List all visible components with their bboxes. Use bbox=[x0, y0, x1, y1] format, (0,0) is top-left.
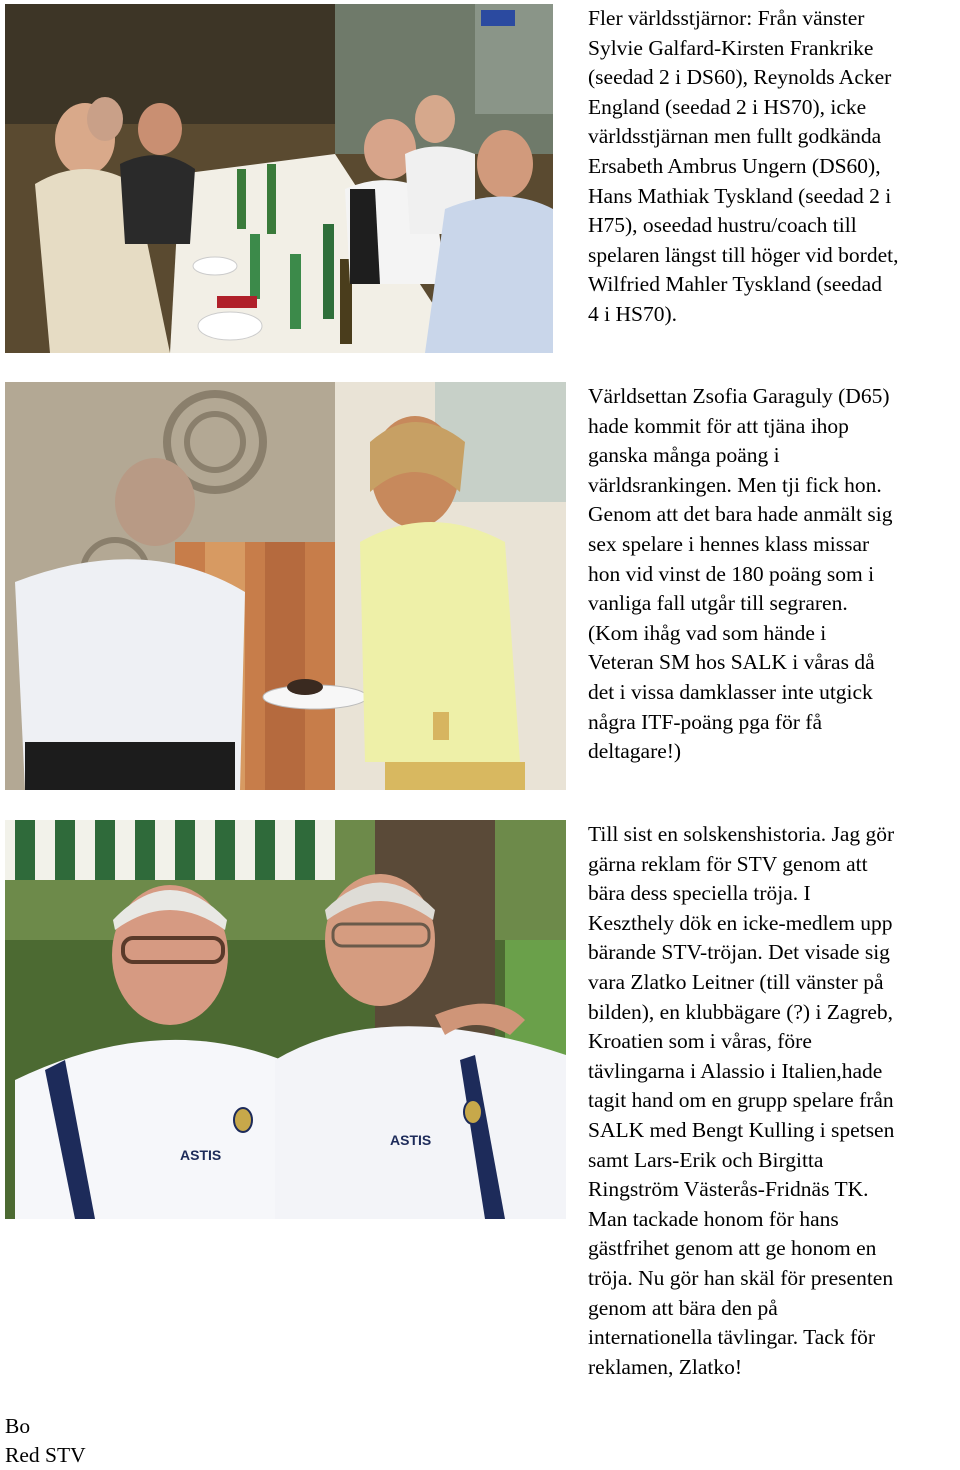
caption-buffet-photo: Världsettan Zsofia Garaguly (D65) hade kommit för att tjäna ihop ganska många poäng i världsrankingen. Men tji fick hon. Genom att det bara hade anmält sig sex spelare i hennes klass missar hon vid vinst de 180 poäng som i vanliga fall utgår till segraren. (Kom ihåg vad som hände i Veteran SM hos SALK i våras då det i vissa damklasser inte utgick några ITF-poäng pga för få deltagare!) bbox=[588, 384, 893, 764]
caption-dinner-photo: Fler världsstjärnor: Från vänster Sylvie Galfard-Kirsten Frankrike (seedad 2 i DS60), Reynolds Acker England (seedad 2 i HS70), icke världsstjärnan men fullt godkända Ersabeth Ambrus Ungern (DS60), Hans Mathiak Tyskland (seedad 2 i H75), oseedad hustru/coach till spelaren längst till höger vid bordet, Wilfried Mahler Tyskland (seedad 4 i HS70). bbox=[588, 6, 899, 326]
dinner-table-image bbox=[5, 4, 553, 353]
buffet-photo bbox=[5, 382, 566, 790]
right-shirt-logo: ASTIS bbox=[390, 1132, 432, 1148]
dinner-table-photo bbox=[5, 4, 553, 353]
two-men-image bbox=[5, 820, 566, 1219]
two-men-photo bbox=[5, 820, 566, 1219]
signature-name: Bo bbox=[5, 1414, 31, 1438]
signature-org: Red STV bbox=[5, 1443, 86, 1467]
left-shirt-logo: ASTIS bbox=[180, 1147, 222, 1163]
caption-two-men-photo: Till sist en solskenshistoria. Jag gör gärna reklam för STV genom att bära dess speciella tröja. I Keszthely dök en icke-medlem upp bärande STV-tröjan. Det visade sig vara Zlatko Leitner (till vänster på bilden), en klubbägare (?) i Zagreb, Kroatien som i våras, före tävlingarna i Alassio i Italien,hade tagit hand om en grupp spelare från SALK med Bengt Kulling i spetsen samt Lars-Erik och Birgitta Ringström Västerås-Fridnäs TK. Man tackade honom för hans gästfrihet genom att ge honom en tröja. Nu gör han skäl för presenten genom att bära den på internationella tävlingar. Tack för reklamen, Zlatko! bbox=[588, 822, 895, 1379]
article-signature bbox=[5, 1412, 86, 1470]
buffet-image bbox=[5, 382, 566, 790]
